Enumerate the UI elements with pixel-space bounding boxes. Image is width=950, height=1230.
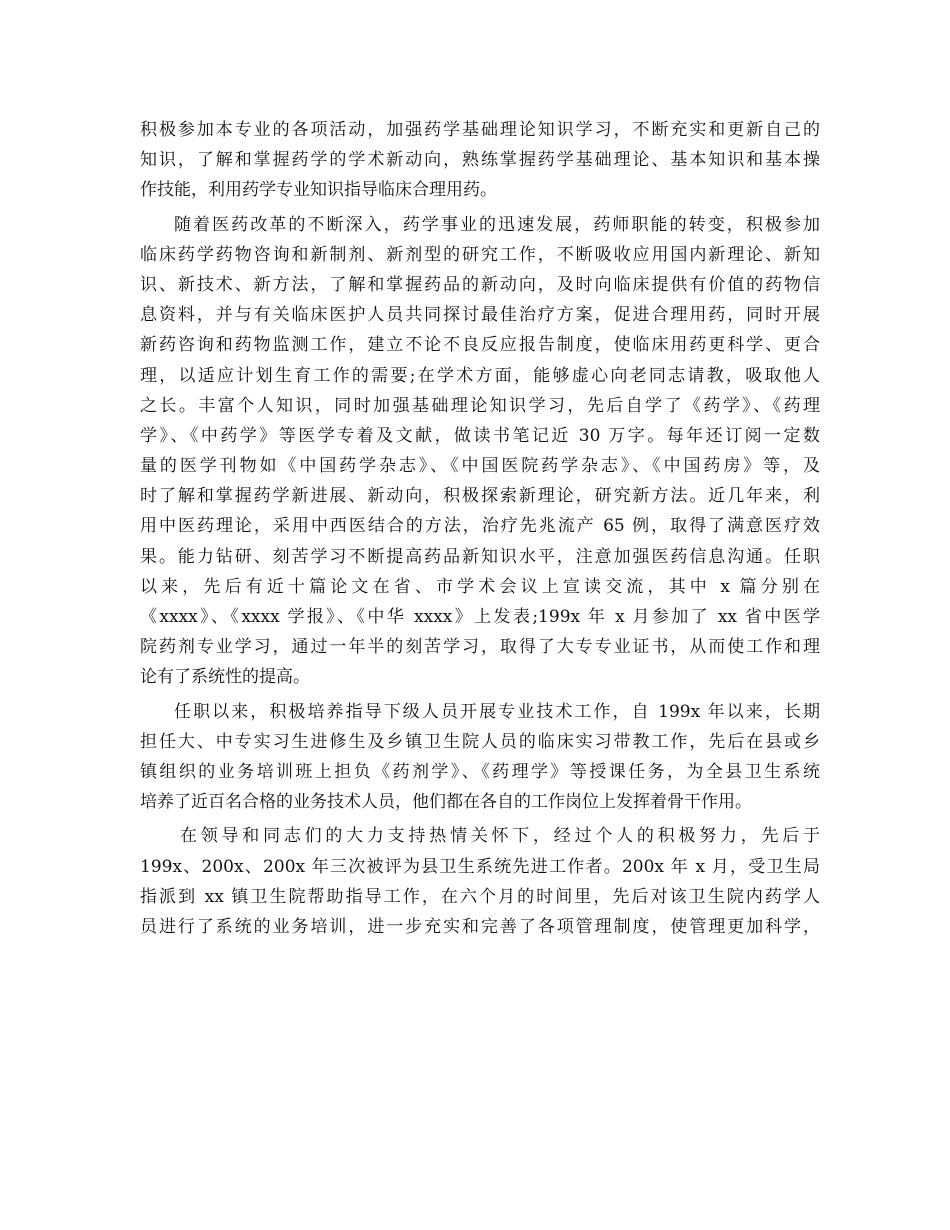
text-line: 量的医学刊物如《中国药学杂志》、《中国医院药学杂志》、《中国药房》等，及 — [140, 456, 820, 477]
text-line: 指派到 xx 镇卫生院帮助指导工作，在六个月的时间里，先后对该卫生院内药学人 — [140, 886, 820, 907]
text-line: 在领导和同志们的大力支持热情关怀下，经过个人的积极努力，先后于 — [180, 826, 820, 847]
text-line: 临床药学药物咨询和新制剂、新剂型的研究工作，不断吸收应用国内新理论、新知 — [140, 244, 820, 265]
text-line: 员进行了系统的业务培训，进一步充实和完善了各项管理制度，使管理更加科学， — [140, 916, 820, 937]
paragraph — [140, 697, 820, 818]
text-line: 199x、200x、200x 年三次被评为县卫生系统先进工作者。200x 年 x 月，受卫生局 — [140, 856, 820, 877]
text-line: 担任大、中专实习生进修生及乡镇卫生院人员的临床实习带教工作，先后在县或乡 — [140, 731, 820, 752]
text-line: 院药剂专业学习，通过一年半的刻苦学习，取得了大专专业证书，从而使工作和理 — [140, 637, 820, 658]
text-line: 时了解和掌握药学新进展、新动向，积极探索新理论，研究新方法。近几年来，利 — [140, 486, 820, 507]
text-line: 知识，了解和掌握药学的学术新动向，熟练掌握药学基础理论、基本知识和基本操 — [140, 150, 820, 171]
text-line: 之长。丰富个人知识，同时加强基础理论知识学习，先后自学了《药学》、《药理 — [140, 395, 820, 416]
text-line: 用中医药理论，采用中西医结合的方法，治疗先兆流产 65 例，取得了满意医疗效 — [140, 516, 820, 537]
body-text — [140, 115, 820, 942]
text-line: 《xxxx》、《xxxx 学报》、《中华 xxxx》上发表;199x 年 x 月参加了 xx 省中医学 — [140, 607, 820, 627]
text-line: 积极参加本专业的各项活动，加强药学基础理论知识学习，不断充实和更新自己的 — [140, 120, 820, 140]
text-line: 作技能，利用药学专业知识指导临床合理用药。 — [140, 180, 497, 201]
text-line: 果。能力钻研、刻苦学习不断提高药品新知识水平，注意加强医药信息沟通。任职 — [140, 546, 820, 567]
text-line: 学》、《中药学》等医学专着及文献，做读书笔记近 30 万字。每年还订阅一定数 — [140, 425, 820, 446]
text-line: 随着医药改革的不断深入，药学事业的迅速发展，药师职能的转变，积极参加 — [174, 214, 820, 235]
text-line: 论有了系统性的提高。 — [140, 667, 310, 688]
paragraph — [140, 210, 820, 693]
text-line: 理，以适应计划生育工作的需要;在学术方面，能够虚心向老同志请教，吸取他人 — [140, 365, 820, 386]
text-line: 镇组织的业务培训班上担负《药剂学》、《药理学》等授课任务，为全县卫生系统 — [140, 761, 820, 782]
text-line: 新药咨询和药物监测工作，建立不论不良反应报告制度，使临床用药更科学、更合 — [140, 335, 820, 356]
text-line: 任职以来，积极培养指导下级人员开展专业技术工作，自 199x 年以来，长期 — [174, 701, 820, 722]
paragraph — [140, 115, 820, 206]
paragraph — [140, 821, 820, 942]
text-line: 息资料，并与有关临床医护人员共同探讨最佳治疗方案，促进合理用药，同时开展 — [140, 305, 820, 326]
text-line: 识、新技术、新方法，了解和掌握药品的新动向，及时向临床提供有价值的药物信 — [140, 274, 820, 295]
text-line: 培养了近百名合格的业务技术人员，他们都在各自的工作岗位上发挥着骨干作用。 — [140, 792, 752, 813]
text-line: 以来，先后有近十篇论文在省、市学术会议上宣读交流，其中 x 篇分别在 — [140, 576, 820, 597]
